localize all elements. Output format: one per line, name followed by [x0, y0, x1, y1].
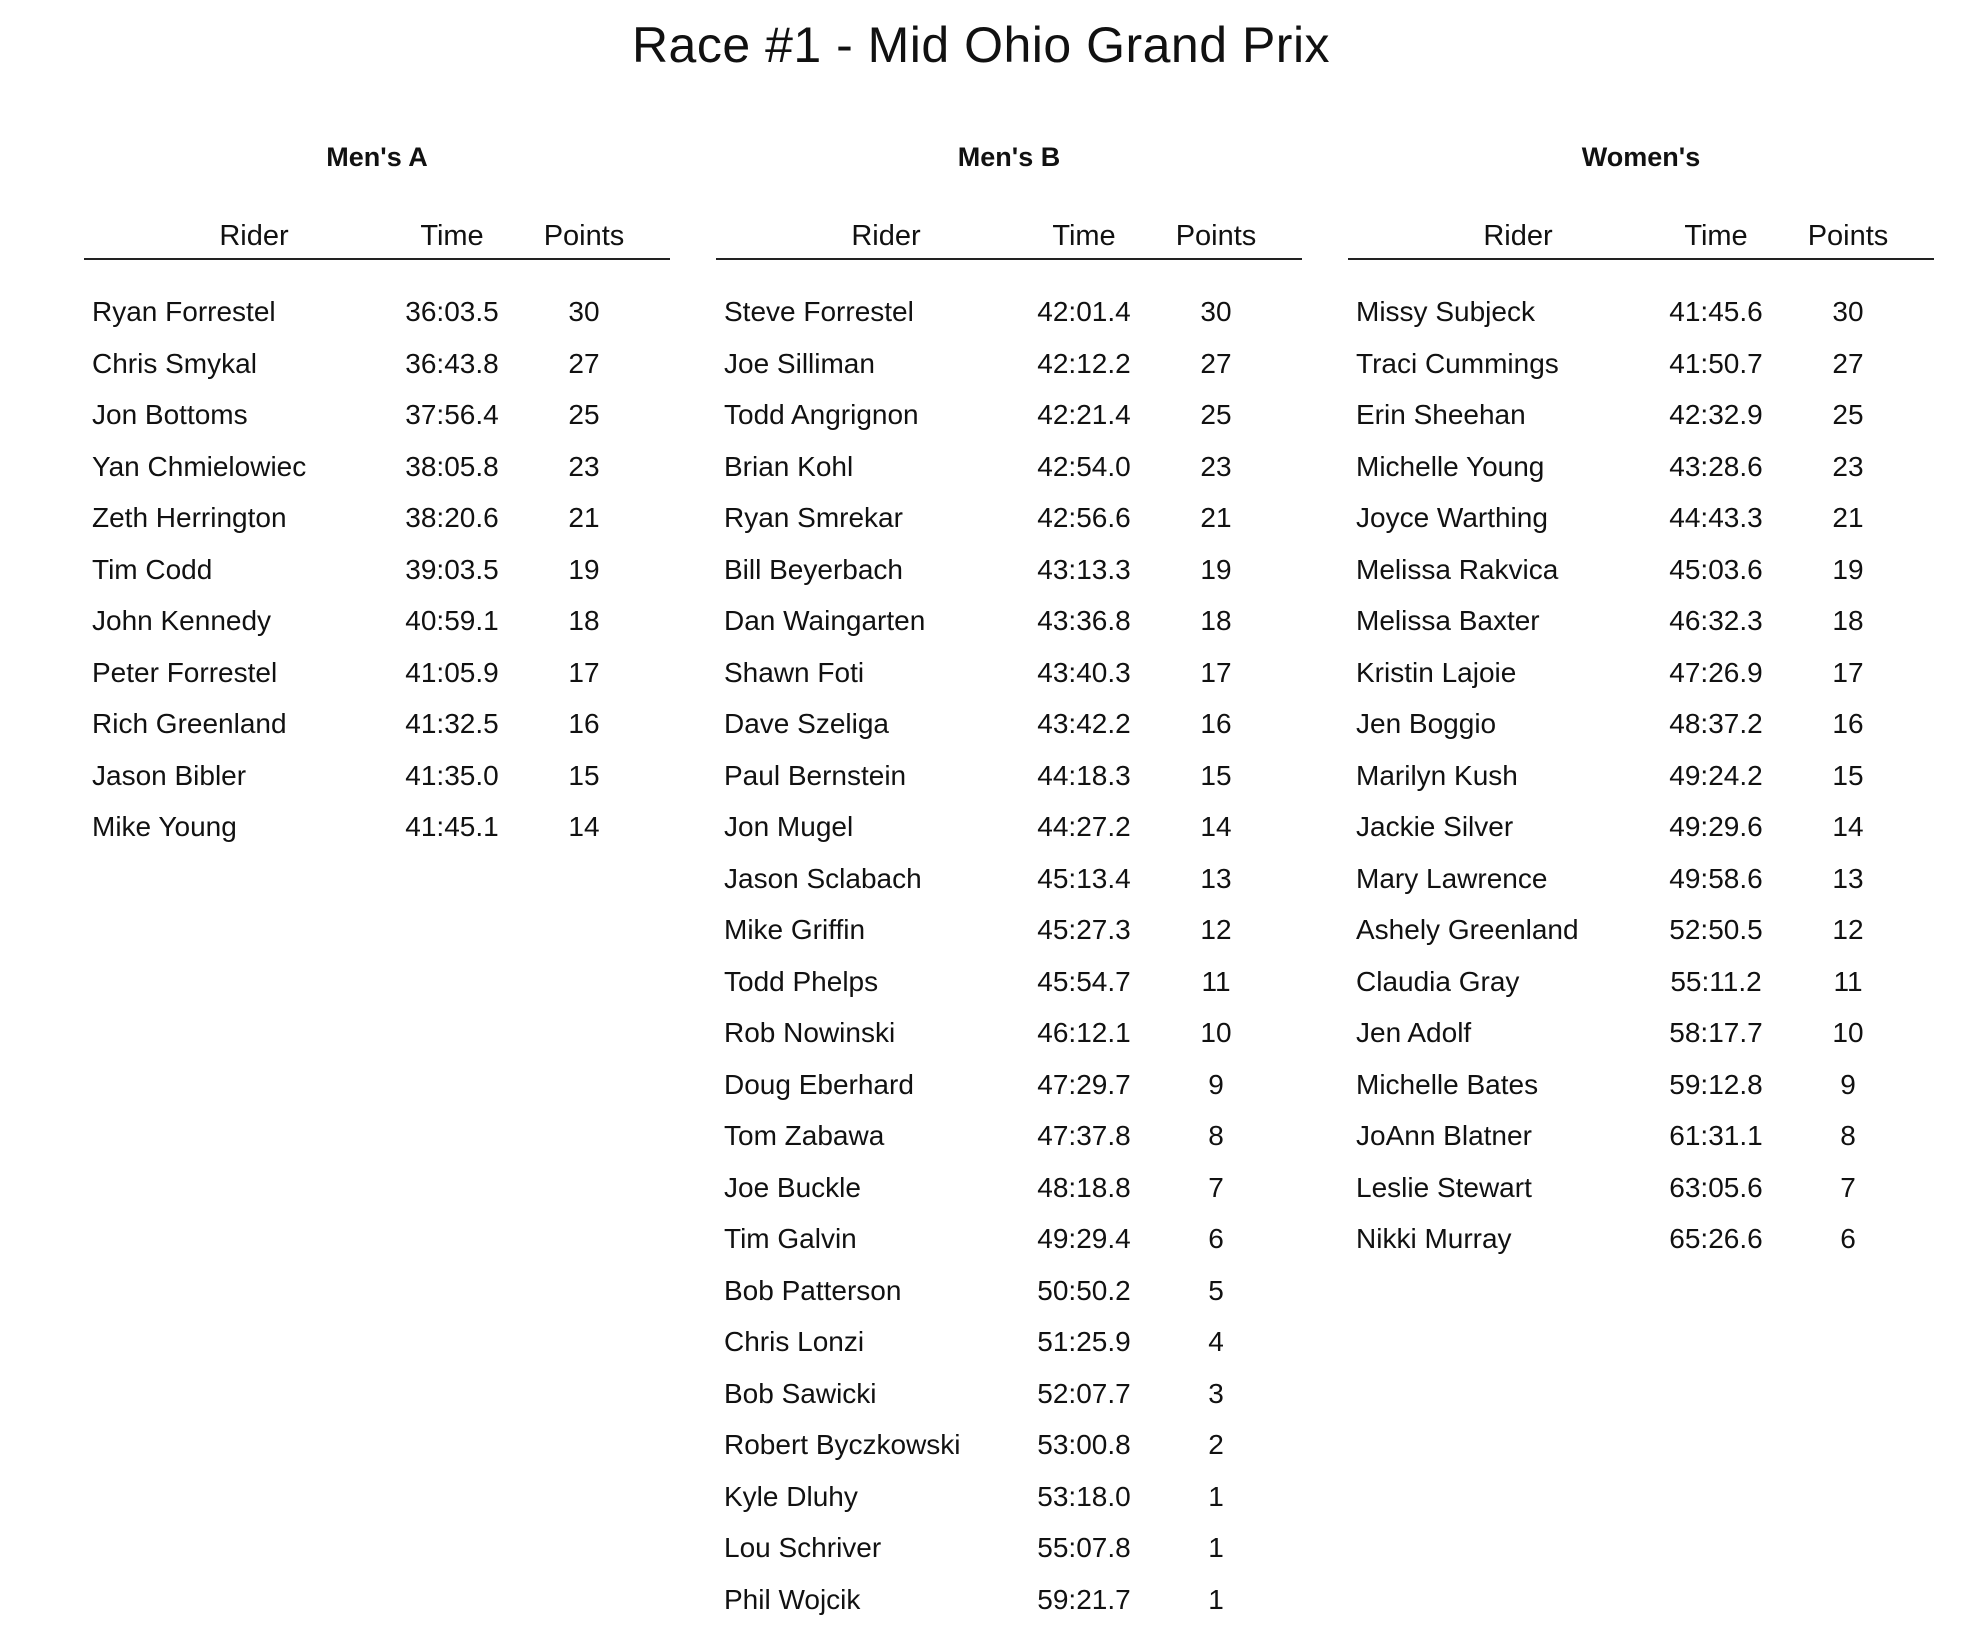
rider-time: 46:32.3	[1669, 605, 1763, 636]
table-row	[716, 1265, 1302, 1317]
rider-time: 44:27.2	[1037, 811, 1131, 842]
table-row	[716, 904, 1302, 956]
rider-name: Erin Sheehan	[1356, 399, 1526, 430]
table-row	[1348, 853, 1934, 905]
rider-name: Traci Cummings	[1356, 347, 1559, 379]
rider-name: Todd Angrignon	[724, 399, 919, 430]
rider-points: 11	[1833, 965, 1863, 997]
rider-name: Phil Wojcik	[724, 1583, 861, 1615]
table-row	[84, 750, 670, 802]
rider-points: 12	[1832, 914, 1864, 945]
table-row	[716, 492, 1302, 544]
rider-time: 59:21.7	[1037, 1583, 1131, 1615]
rider-time: 49:29.4	[1037, 1223, 1131, 1254]
table-row	[716, 1213, 1302, 1265]
rider-points: 11	[1201, 965, 1231, 997]
rider-time: 53:00.8	[1037, 1429, 1131, 1460]
rider-name: Jen Boggio	[1356, 708, 1497, 739]
rider-time: 65:26.6	[1669, 1223, 1763, 1254]
rider-name: Joe Buckle	[724, 1171, 861, 1203]
rider-points: 13	[1200, 862, 1232, 894]
table-row	[716, 286, 1302, 338]
rider-points: 30	[568, 296, 600, 327]
rider-points: 27	[568, 347, 600, 379]
table-row	[1348, 492, 1934, 544]
rider-time: 52:07.7	[1037, 1377, 1131, 1409]
rider-time: 42:56.6	[1037, 502, 1131, 533]
rider-name: Steve Forrestel	[724, 296, 914, 327]
table-row	[716, 801, 1302, 853]
table-row	[716, 595, 1302, 647]
rider-time: 46:12.1	[1037, 1017, 1131, 1048]
table-row	[1348, 1213, 1934, 1265]
rider-name: Jon Mugel	[724, 811, 854, 842]
rider-name: Ryan Smrekar	[724, 502, 903, 533]
rider-name: Jason Bibler	[92, 759, 247, 791]
table-row	[1348, 1059, 1934, 1111]
rider-points: 16	[1200, 708, 1232, 739]
rider-time: 38:05.8	[405, 450, 499, 482]
rider-name: Paul Bernstein	[724, 759, 907, 791]
rider-time: 47:26.9	[1669, 656, 1763, 688]
rider-time: 49:29.6	[1669, 811, 1763, 842]
rider-time: 51:25.9	[1037, 1326, 1131, 1357]
rider-points: 25	[568, 399, 600, 430]
rider-points: 23	[1200, 450, 1232, 482]
column-headers	[716, 218, 1302, 260]
rider-name: Jackie Silver	[1356, 811, 1514, 842]
table-row	[716, 389, 1302, 441]
table-row	[716, 1059, 1302, 1111]
rider-name: Dave Szeliga	[724, 708, 889, 739]
rider-time: 47:29.7	[1037, 1068, 1131, 1100]
table-row	[1348, 441, 1934, 493]
rider-points: 17	[1200, 656, 1232, 688]
table-row	[1348, 904, 1934, 956]
column-header-points: Points	[543, 220, 625, 252]
rider-name: Rich Greenland	[92, 708, 287, 739]
rider-name: Tim Codd	[92, 553, 213, 585]
rider-points: 10	[1832, 1017, 1864, 1048]
rider-time: 48:18.8	[1037, 1171, 1131, 1203]
table-row	[84, 441, 670, 493]
rider-time: 45:27.3	[1037, 914, 1131, 945]
rider-points: 18	[1832, 605, 1864, 636]
rider-points: 7	[1840, 1171, 1856, 1203]
rider-time: 49:24.2	[1669, 759, 1763, 791]
rider-name: Melissa Rakvica	[1356, 553, 1559, 585]
division-mens-a	[84, 140, 670, 853]
rider-points: 23	[1832, 450, 1864, 482]
table-row	[1348, 750, 1934, 802]
rider-points: 7	[1208, 1171, 1224, 1203]
table-row	[1348, 595, 1934, 647]
rider-time: 44:43.3	[1669, 502, 1763, 533]
rider-name: Kyle Dluhy	[724, 1480, 858, 1512]
rider-time: 42:01.4	[1037, 296, 1131, 327]
rider-points: 27	[1832, 347, 1864, 379]
rider-points: 14	[568, 811, 600, 842]
rider-name: Mike Young	[92, 811, 237, 842]
rider-points: 23	[568, 450, 600, 482]
column-header-time: Time	[1052, 220, 1116, 252]
table-row	[716, 1007, 1302, 1059]
rider-points: 19	[1832, 553, 1864, 585]
rider-time: 61:31.1	[1669, 1120, 1763, 1151]
division-title: Men's B	[957, 142, 1061, 172]
rider-name: Tom Zabawa	[724, 1120, 885, 1151]
rider-name: Robert Byczkowski	[724, 1429, 961, 1460]
rider-time: 36:03.5	[405, 296, 499, 327]
table-row	[84, 698, 670, 750]
rider-time: 39:03.5	[405, 553, 499, 585]
rider-points: 2	[1208, 1429, 1224, 1460]
rider-time: 42:54.0	[1037, 450, 1131, 482]
rider-points: 30	[1832, 296, 1864, 327]
rider-time: 58:17.7	[1669, 1017, 1763, 1048]
rider-points: 17	[568, 656, 600, 688]
column-headers	[1348, 218, 1934, 260]
column-headers	[84, 218, 670, 260]
rider-name: Lou Schriver	[724, 1532, 882, 1563]
table-row	[716, 698, 1302, 750]
rider-time: 43:40.3	[1037, 656, 1131, 688]
table-row	[1348, 544, 1934, 596]
rider-name: Jon Bottoms	[92, 399, 248, 430]
table-row	[716, 1574, 1302, 1626]
rider-time: 38:20.6	[405, 502, 499, 533]
division-title: Men's A	[326, 142, 428, 172]
rider-points: 15	[568, 759, 600, 791]
table-row	[1348, 389, 1934, 441]
table-row	[716, 1471, 1302, 1523]
table-row	[84, 389, 670, 441]
table-row	[716, 1110, 1302, 1162]
rider-name: Bob Patterson	[724, 1274, 902, 1306]
rider-time: 50:50.2	[1037, 1274, 1131, 1306]
rider-points: 1	[1208, 1583, 1224, 1615]
table-row	[1348, 1110, 1934, 1162]
table-row	[716, 853, 1302, 905]
rider-points: 30	[1200, 296, 1232, 327]
table-row	[84, 286, 670, 338]
rider-points: 9	[1208, 1068, 1224, 1100]
rider-time: 41:45.1	[405, 811, 499, 842]
table-row	[1348, 286, 1934, 338]
rider-points: 25	[1832, 399, 1864, 430]
rider-points: 12	[1200, 914, 1232, 945]
rider-points: 25	[1200, 399, 1232, 430]
rider-name: Yan Chmielowiec	[92, 450, 307, 482]
rider-name: Bill Beyerbach	[724, 553, 903, 585]
rider-time: 55:11.2	[1670, 965, 1762, 997]
table-row	[716, 1368, 1302, 1420]
rider-points: 1	[1208, 1532, 1224, 1563]
rider-time: 36:43.8	[405, 347, 499, 379]
rider-name: Shawn Foti	[724, 656, 865, 688]
table-row	[716, 956, 1302, 1008]
table-row	[1348, 338, 1934, 390]
rider-points: 21	[1832, 502, 1864, 533]
rider-time: 47:37.8	[1037, 1120, 1131, 1151]
division-title: Women's	[1581, 142, 1701, 172]
column-header-time: Time	[420, 220, 484, 252]
rider-name: Rob Nowinski	[724, 1017, 896, 1048]
table-row	[716, 647, 1302, 699]
rider-points: 8	[1208, 1120, 1224, 1151]
table-row	[84, 595, 670, 647]
rider-time: 41:45.6	[1669, 296, 1763, 327]
column-header-time: Time	[1684, 220, 1748, 252]
rider-points: 14	[1832, 811, 1864, 842]
rider-points: 4	[1208, 1326, 1224, 1357]
rider-name: Jen Adolf	[1356, 1017, 1472, 1048]
table-row	[84, 647, 670, 699]
rider-name: Claudia Gray	[1356, 965, 1520, 997]
rider-name: Kristin Lajoie	[1356, 656, 1517, 688]
table-row	[1348, 801, 1934, 853]
rider-time: 43:28.6	[1669, 450, 1763, 482]
rider-time: 44:18.3	[1037, 759, 1131, 791]
table-row	[84, 492, 670, 544]
rider-name: Jason Sclabach	[724, 862, 922, 894]
table-row	[716, 338, 1302, 390]
rider-name: Tim Galvin	[724, 1223, 857, 1254]
rider-time: 45:54.7	[1037, 965, 1131, 997]
rider-name: Ashely Greenland	[1356, 914, 1579, 945]
rider-points: 21	[1200, 502, 1232, 533]
rider-points: 16	[568, 708, 600, 739]
rider-time: 41:32.5	[405, 708, 499, 739]
rider-points: 15	[1200, 759, 1232, 791]
rider-name: Chris Smykal	[92, 347, 257, 379]
rider-time: 55:07.8	[1037, 1532, 1131, 1563]
rider-time: 42:21.4	[1037, 399, 1131, 430]
rider-time: 40:59.1	[405, 605, 499, 636]
rider-points: 10	[1200, 1017, 1232, 1048]
table-row	[716, 1419, 1302, 1471]
rider-points: 6	[1208, 1223, 1224, 1254]
rider-time: 42:12.2	[1037, 347, 1131, 379]
column-header-points: Points	[1175, 220, 1257, 252]
rider-points: 14	[1200, 811, 1232, 842]
rider-points: 18	[1200, 605, 1232, 636]
table-row	[84, 801, 670, 853]
table-row	[84, 544, 670, 596]
rider-points: 3	[1208, 1377, 1224, 1409]
results-rows	[1348, 286, 1934, 1265]
rider-time: 41:50.7	[1669, 347, 1763, 379]
column-header-points: Points	[1807, 220, 1889, 252]
rider-time: 41:35.0	[405, 759, 499, 791]
rider-time: 59:12.8	[1669, 1068, 1763, 1100]
results-rows	[84, 286, 670, 853]
rider-points: 1	[1208, 1480, 1224, 1512]
page-title: Race #1 - Mid Ohio Grand Prix	[631, 17, 1331, 73]
rider-name: Marilyn Kush	[1356, 759, 1518, 791]
rider-points: 13	[1832, 862, 1864, 894]
rider-name: Michelle Bates	[1356, 1068, 1539, 1100]
rider-points: 18	[568, 605, 600, 636]
table-row	[84, 338, 670, 390]
rider-points: 16	[1832, 708, 1864, 739]
rider-time: 52:50.5	[1669, 914, 1763, 945]
rider-points: 15	[1832, 759, 1864, 791]
rider-time: 43:36.8	[1037, 605, 1131, 636]
table-row	[1348, 956, 1934, 1008]
table-row	[1348, 698, 1934, 750]
rider-points: 19	[1200, 553, 1232, 585]
rider-time: 43:13.3	[1037, 553, 1131, 585]
table-row	[716, 544, 1302, 596]
table-row	[716, 1522, 1302, 1574]
rider-name: Joyce Warthing	[1356, 502, 1548, 533]
rider-name: Peter Forrestel	[92, 656, 278, 688]
column-header-rider: Rider	[1483, 220, 1553, 252]
rider-name: Brian Kohl	[724, 450, 854, 482]
rider-name: Bob Sawicki	[724, 1377, 877, 1409]
rider-time: 49:58.6	[1669, 862, 1763, 894]
rider-points: 21	[568, 502, 600, 533]
rider-time: 48:37.2	[1669, 708, 1763, 739]
rider-time: 42:32.9	[1669, 399, 1763, 430]
table-row	[716, 1162, 1302, 1214]
rider-time: 63:05.6	[1669, 1171, 1763, 1203]
rider-name: Chris Lonzi	[724, 1326, 865, 1357]
rider-points: 6	[1840, 1223, 1856, 1254]
column-header-rider: Rider	[219, 220, 289, 252]
table-row	[716, 750, 1302, 802]
rider-name: JoAnn Blatner	[1356, 1120, 1532, 1151]
rider-name: Ryan Forrestel	[92, 296, 276, 327]
table-row	[1348, 1162, 1934, 1214]
rider-name: Mike Griffin	[724, 914, 866, 945]
rider-time: 37:56.4	[405, 399, 499, 430]
division-womens	[1348, 140, 1934, 1265]
column-header-rider: Rider	[851, 220, 921, 252]
rider-name: Mary Lawrence	[1356, 862, 1548, 894]
rider-time: 53:18.0	[1037, 1480, 1131, 1512]
rider-points: 17	[1832, 656, 1864, 688]
rider-points: 27	[1200, 347, 1232, 379]
rider-time: 45:13.4	[1037, 862, 1131, 894]
rider-name: Todd Phelps	[724, 965, 879, 997]
rider-time: 45:03.6	[1669, 553, 1763, 585]
rider-name: Joe Silliman	[724, 347, 875, 379]
rider-time: 41:05.9	[405, 656, 499, 688]
rider-points: 19	[568, 553, 600, 585]
rider-points: 5	[1208, 1274, 1224, 1306]
rider-name: Doug Eberhard	[724, 1068, 914, 1100]
rider-name: Dan Waingarten	[724, 605, 926, 636]
division-mens-b	[716, 140, 1302, 1625]
rider-name: Missy Subjeck	[1356, 296, 1535, 327]
rider-name: Leslie Stewart	[1356, 1171, 1532, 1203]
table-row	[716, 1316, 1302, 1368]
table-row	[716, 441, 1302, 493]
rider-name: Michelle Young	[1356, 450, 1545, 482]
rider-name: Nikki Murray	[1356, 1223, 1512, 1254]
rider-name: John Kennedy	[92, 605, 272, 636]
rider-name: Zeth Herrington	[92, 502, 287, 533]
table-row	[1348, 647, 1934, 699]
rider-points: 8	[1840, 1120, 1856, 1151]
results-rows	[716, 286, 1302, 1625]
table-row	[1348, 1007, 1934, 1059]
rider-points: 9	[1840, 1068, 1856, 1100]
rider-time: 43:42.2	[1037, 708, 1131, 739]
rider-name: Melissa Baxter	[1356, 605, 1540, 636]
